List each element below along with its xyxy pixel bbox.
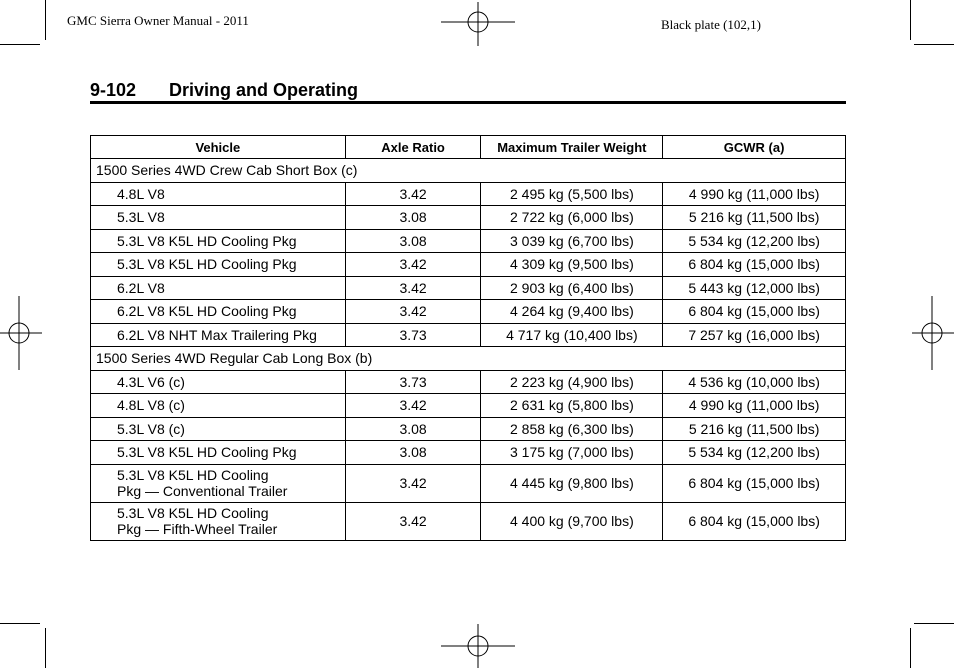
- axle-ratio-cell: 3.42: [345, 300, 481, 324]
- axle-ratio-cell: 3.42: [345, 394, 481, 418]
- title-rule: [90, 101, 846, 104]
- axle-ratio-cell: 3.42: [345, 182, 481, 206]
- gcwr-cell: 6 804 kg (15,000 lbs): [663, 300, 846, 324]
- table-row: [91, 502, 846, 540]
- vehicle-cell: [91, 502, 346, 540]
- max-trailer-weight-cell: 4 264 kg (9,400 lbs): [481, 300, 663, 324]
- crop-mark: [914, 44, 954, 45]
- max-trailer-weight-cell: 4 309 kg (9,500 lbs): [481, 253, 663, 277]
- axle-ratio-cell: 3.42: [345, 502, 481, 540]
- gcwr-cell: 5 216 kg (11,500 lbs): [663, 417, 846, 441]
- gcwr-cell: 7 257 kg (16,000 lbs): [663, 323, 846, 347]
- crop-mark: [910, 628, 911, 668]
- vehicle-line: 6.2L V8 NHT Max Trailering Pkg: [117, 326, 317, 343]
- registration-mark-left: [0, 296, 42, 370]
- crop-mark: [45, 0, 46, 40]
- table-row: [91, 464, 846, 502]
- section-title-cell: 1500 Series 4WD Crew Cab Short Box (c): [91, 159, 846, 183]
- max-trailer-weight-cell: 2 223 kg (4,900 lbs): [481, 370, 663, 394]
- vehicle-cell: [91, 253, 346, 277]
- vehicle-cell: [91, 300, 346, 324]
- gcwr-cell: 6 804 kg (15,000 lbs): [663, 502, 846, 540]
- max-trailer-weight-cell: 2 903 kg (6,400 lbs): [481, 276, 663, 300]
- vehicle-line: 5.3L V8 K5L HD Cooling: [117, 505, 269, 521]
- crop-mark: [45, 628, 46, 668]
- axle-ratio-cell: 3.08: [345, 441, 481, 465]
- axle-ratio-cell: 3.42: [345, 253, 481, 277]
- axle-ratio-cell: 3.42: [345, 464, 481, 502]
- max-trailer-weight-cell: 3 039 kg (6,700 lbs): [481, 229, 663, 253]
- gcwr-cell: 5 216 kg (11,500 lbs): [663, 206, 846, 230]
- vehicle-line: 5.3L V8 K5L HD Cooling: [117, 467, 269, 483]
- vehicle-cell: [91, 417, 346, 441]
- crop-mark: [914, 623, 954, 624]
- crop-mark: [0, 44, 40, 45]
- vehicle-cell: [91, 206, 346, 230]
- column-header: Maximum Trailer Weight: [481, 136, 663, 159]
- section-row: [91, 159, 846, 183]
- table-row: [91, 300, 846, 324]
- table-header-row: [91, 136, 846, 159]
- column-header: GCWR (a): [663, 136, 846, 159]
- vehicle-line: 5.3L V8 (c): [117, 420, 185, 437]
- manual-title: GMC Sierra Owner Manual - 2011: [67, 13, 249, 28]
- axle-ratio-cell: 3.08: [345, 229, 481, 253]
- max-trailer-weight-cell: 4 445 kg (9,800 lbs): [481, 464, 663, 502]
- max-trailer-weight-cell: 3 175 kg (7,000 lbs): [481, 441, 663, 465]
- section-row: [91, 347, 846, 371]
- axle-ratio-cell: 3.42: [345, 276, 481, 300]
- max-trailer-weight-cell: 2 631 kg (5,800 lbs): [481, 394, 663, 418]
- crop-mark: [0, 623, 40, 624]
- vehicle-line: Pkg — Conventional Trailer: [117, 483, 288, 499]
- gcwr-cell: 5 534 kg (12,200 lbs): [663, 441, 846, 465]
- axle-ratio-cell: 3.08: [345, 417, 481, 441]
- plate-label: Black plate (102,1): [661, 17, 761, 32]
- vehicle-line: 6.2L V8 K5L HD Cooling Pkg: [117, 303, 297, 320]
- column-header: Axle Ratio: [345, 136, 481, 159]
- vehicle-line: 5.3L V8 K5L HD Cooling Pkg: [117, 444, 297, 461]
- table-row: [91, 417, 846, 441]
- table-body: [91, 159, 846, 541]
- axle-ratio-cell: 3.73: [345, 323, 481, 347]
- vehicle-cell: [91, 394, 346, 418]
- vehicle-cell: [91, 182, 346, 206]
- column-header: Vehicle: [91, 136, 346, 159]
- table-row: [91, 276, 846, 300]
- gcwr-cell: 6 804 kg (15,000 lbs): [663, 464, 846, 502]
- vehicle-cell: [91, 370, 346, 394]
- vehicle-cell: [91, 323, 346, 347]
- max-trailer-weight-cell: 2 722 kg (6,000 lbs): [481, 206, 663, 230]
- max-trailer-weight-cell: 2 495 kg (5,500 lbs): [481, 182, 663, 206]
- table-row: [91, 206, 846, 230]
- gcwr-cell: 4 990 kg (11,000 lbs): [663, 394, 846, 418]
- vehicle-line: 4.8L V8 (c): [117, 397, 185, 414]
- table-row: [91, 441, 846, 465]
- max-trailer-weight-cell: 4 717 kg (10,400 lbs): [481, 323, 663, 347]
- registration-mark-bottom: [441, 624, 515, 668]
- section-title: Driving and Operating: [169, 80, 359, 100]
- max-trailer-weight-cell: 2 858 kg (6,300 lbs): [481, 417, 663, 441]
- table-row: [91, 323, 846, 347]
- gcwr-cell: 5 443 kg (12,000 lbs): [663, 276, 846, 300]
- table-row: [91, 394, 846, 418]
- vehicle-cell: [91, 229, 346, 253]
- section-title-cell: 1500 Series 4WD Regular Cab Long Box (b): [91, 347, 846, 371]
- crop-mark: [910, 0, 911, 40]
- vehicle-line: 5.3L V8 K5L HD Cooling Pkg: [117, 256, 297, 273]
- page-number: 9-102: [90, 80, 137, 100]
- gcwr-cell: 4 990 kg (11,000 lbs): [663, 182, 846, 206]
- page-title: [90, 80, 358, 101]
- registration-mark-right: [912, 296, 954, 370]
- axle-ratio-cell: 3.73: [345, 370, 481, 394]
- vehicle-cell: [91, 441, 346, 465]
- vehicle-cell: [91, 276, 346, 300]
- registration-mark-top: [441, 2, 515, 46]
- gcwr-cell: 4 536 kg (10,000 lbs): [663, 370, 846, 394]
- table-row: [91, 229, 846, 253]
- max-trailer-weight-cell: 4 400 kg (9,700 lbs): [481, 502, 663, 540]
- axle-ratio-cell: 3.08: [345, 206, 481, 230]
- table-row: [91, 370, 846, 394]
- table-row: [91, 253, 846, 277]
- vehicle-line: Pkg — Fifth-Wheel Trailer: [117, 521, 278, 537]
- vehicle-line: 5.3L V8: [117, 209, 165, 226]
- gcwr-cell: 6 804 kg (15,000 lbs): [663, 253, 846, 277]
- vehicle-cell: [91, 464, 346, 502]
- vehicle-line: 4.8L V8: [117, 185, 165, 202]
- trailer-weight-table: [90, 135, 846, 541]
- vehicle-line: 5.3L V8 K5L HD Cooling Pkg: [117, 232, 297, 249]
- table-row: [91, 182, 846, 206]
- gcwr-cell: 5 534 kg (12,200 lbs): [663, 229, 846, 253]
- vehicle-line: 4.3L V6 (c): [117, 373, 185, 390]
- vehicle-line: 6.2L V8: [117, 279, 165, 296]
